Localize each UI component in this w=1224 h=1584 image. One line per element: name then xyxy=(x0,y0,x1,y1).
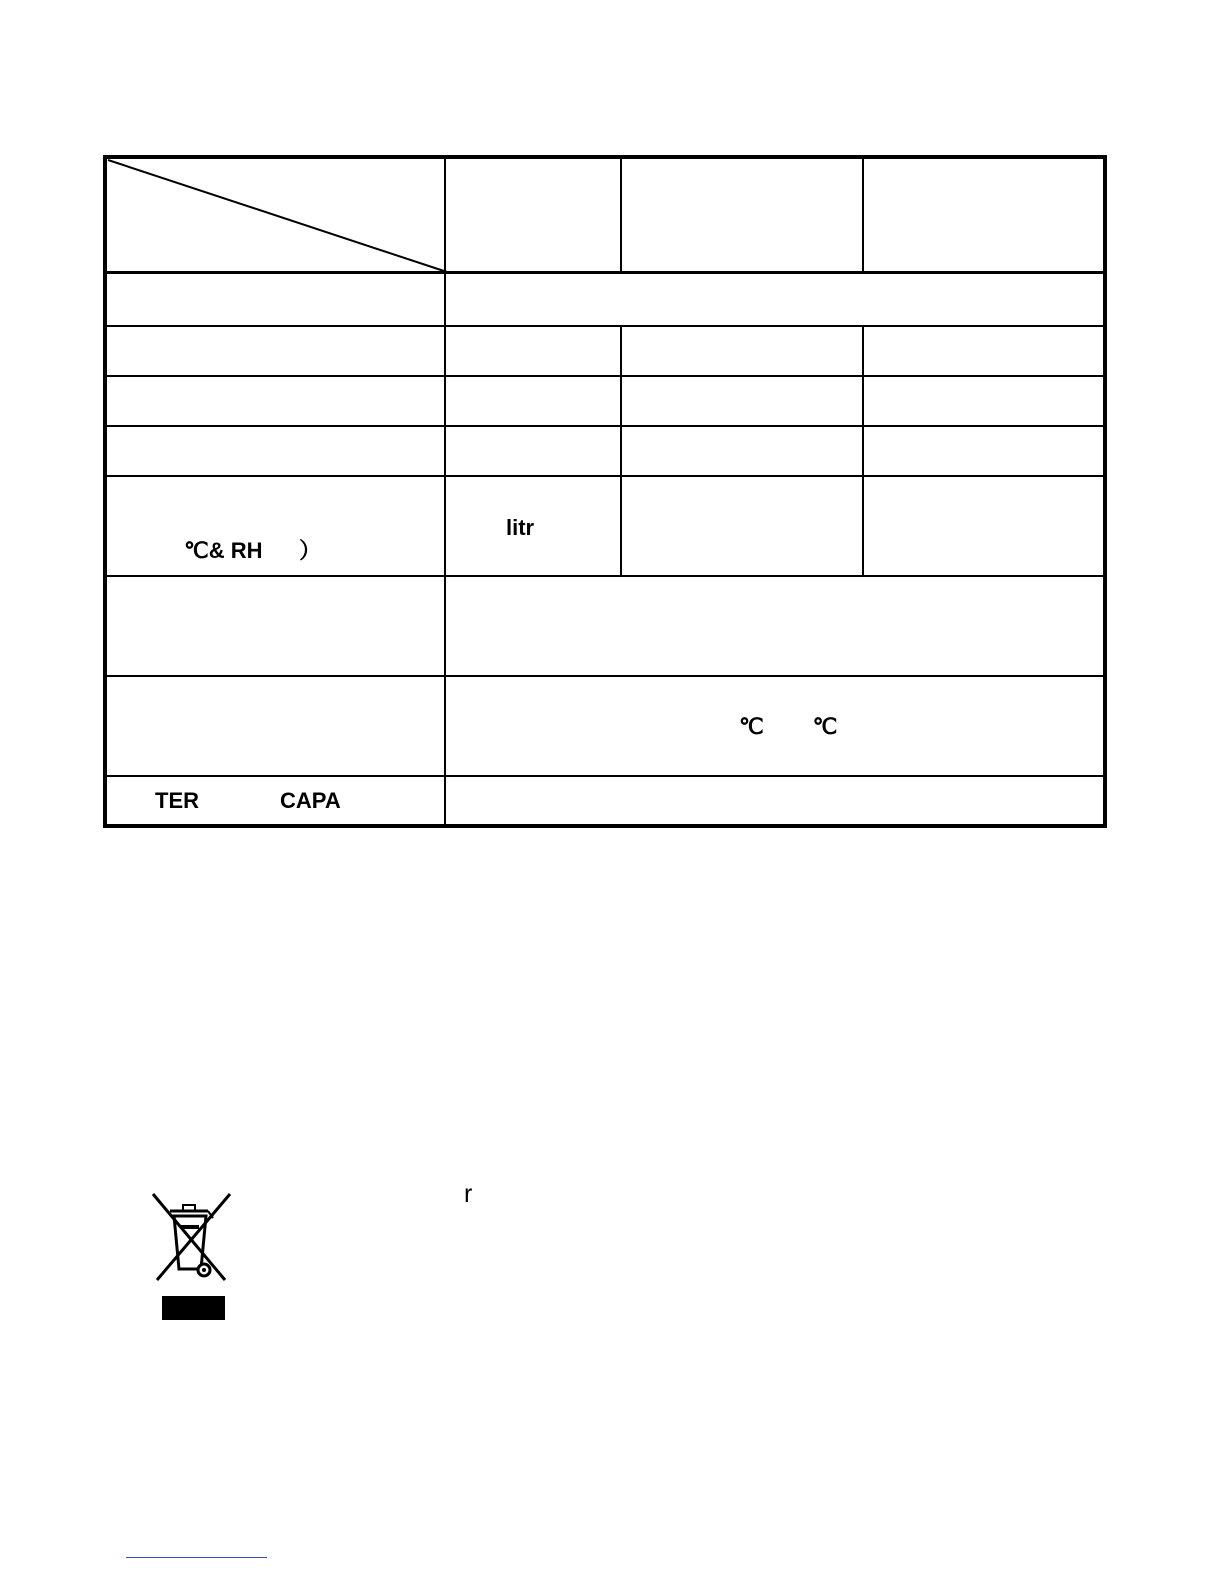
row-divider-1 xyxy=(107,325,1103,327)
column-divider-2-body xyxy=(862,326,864,576)
row8-label-fragment-left: TER xyxy=(155,788,199,813)
row7-value-fragment: ℃ ℃ xyxy=(739,714,838,739)
row5-label-fragment: ℃& RH ） xyxy=(184,538,322,563)
row-divider-header xyxy=(107,271,1103,274)
row-divider-4 xyxy=(107,475,1103,477)
column-divider-1-header xyxy=(620,159,622,272)
footer-link-underline xyxy=(126,1557,267,1558)
row-divider-6 xyxy=(107,675,1103,677)
column-divider-1-body xyxy=(620,326,622,576)
row5-col1-fragment: litr xyxy=(506,515,535,540)
specification-table xyxy=(103,155,1107,828)
crossed-out-wheelie-bin-icon xyxy=(148,1192,234,1324)
header-diagonal-line xyxy=(107,159,449,274)
row8-label-fragment-right: CAPA xyxy=(280,788,341,813)
column-divider-2-header xyxy=(862,159,864,272)
column-divider-label xyxy=(444,159,446,824)
row-divider-2 xyxy=(107,375,1103,377)
disposal-text-fragment: r xyxy=(464,1180,473,1208)
row-divider-3 xyxy=(107,425,1103,427)
row-divider-7 xyxy=(107,775,1103,777)
row-divider-5 xyxy=(107,575,1103,577)
